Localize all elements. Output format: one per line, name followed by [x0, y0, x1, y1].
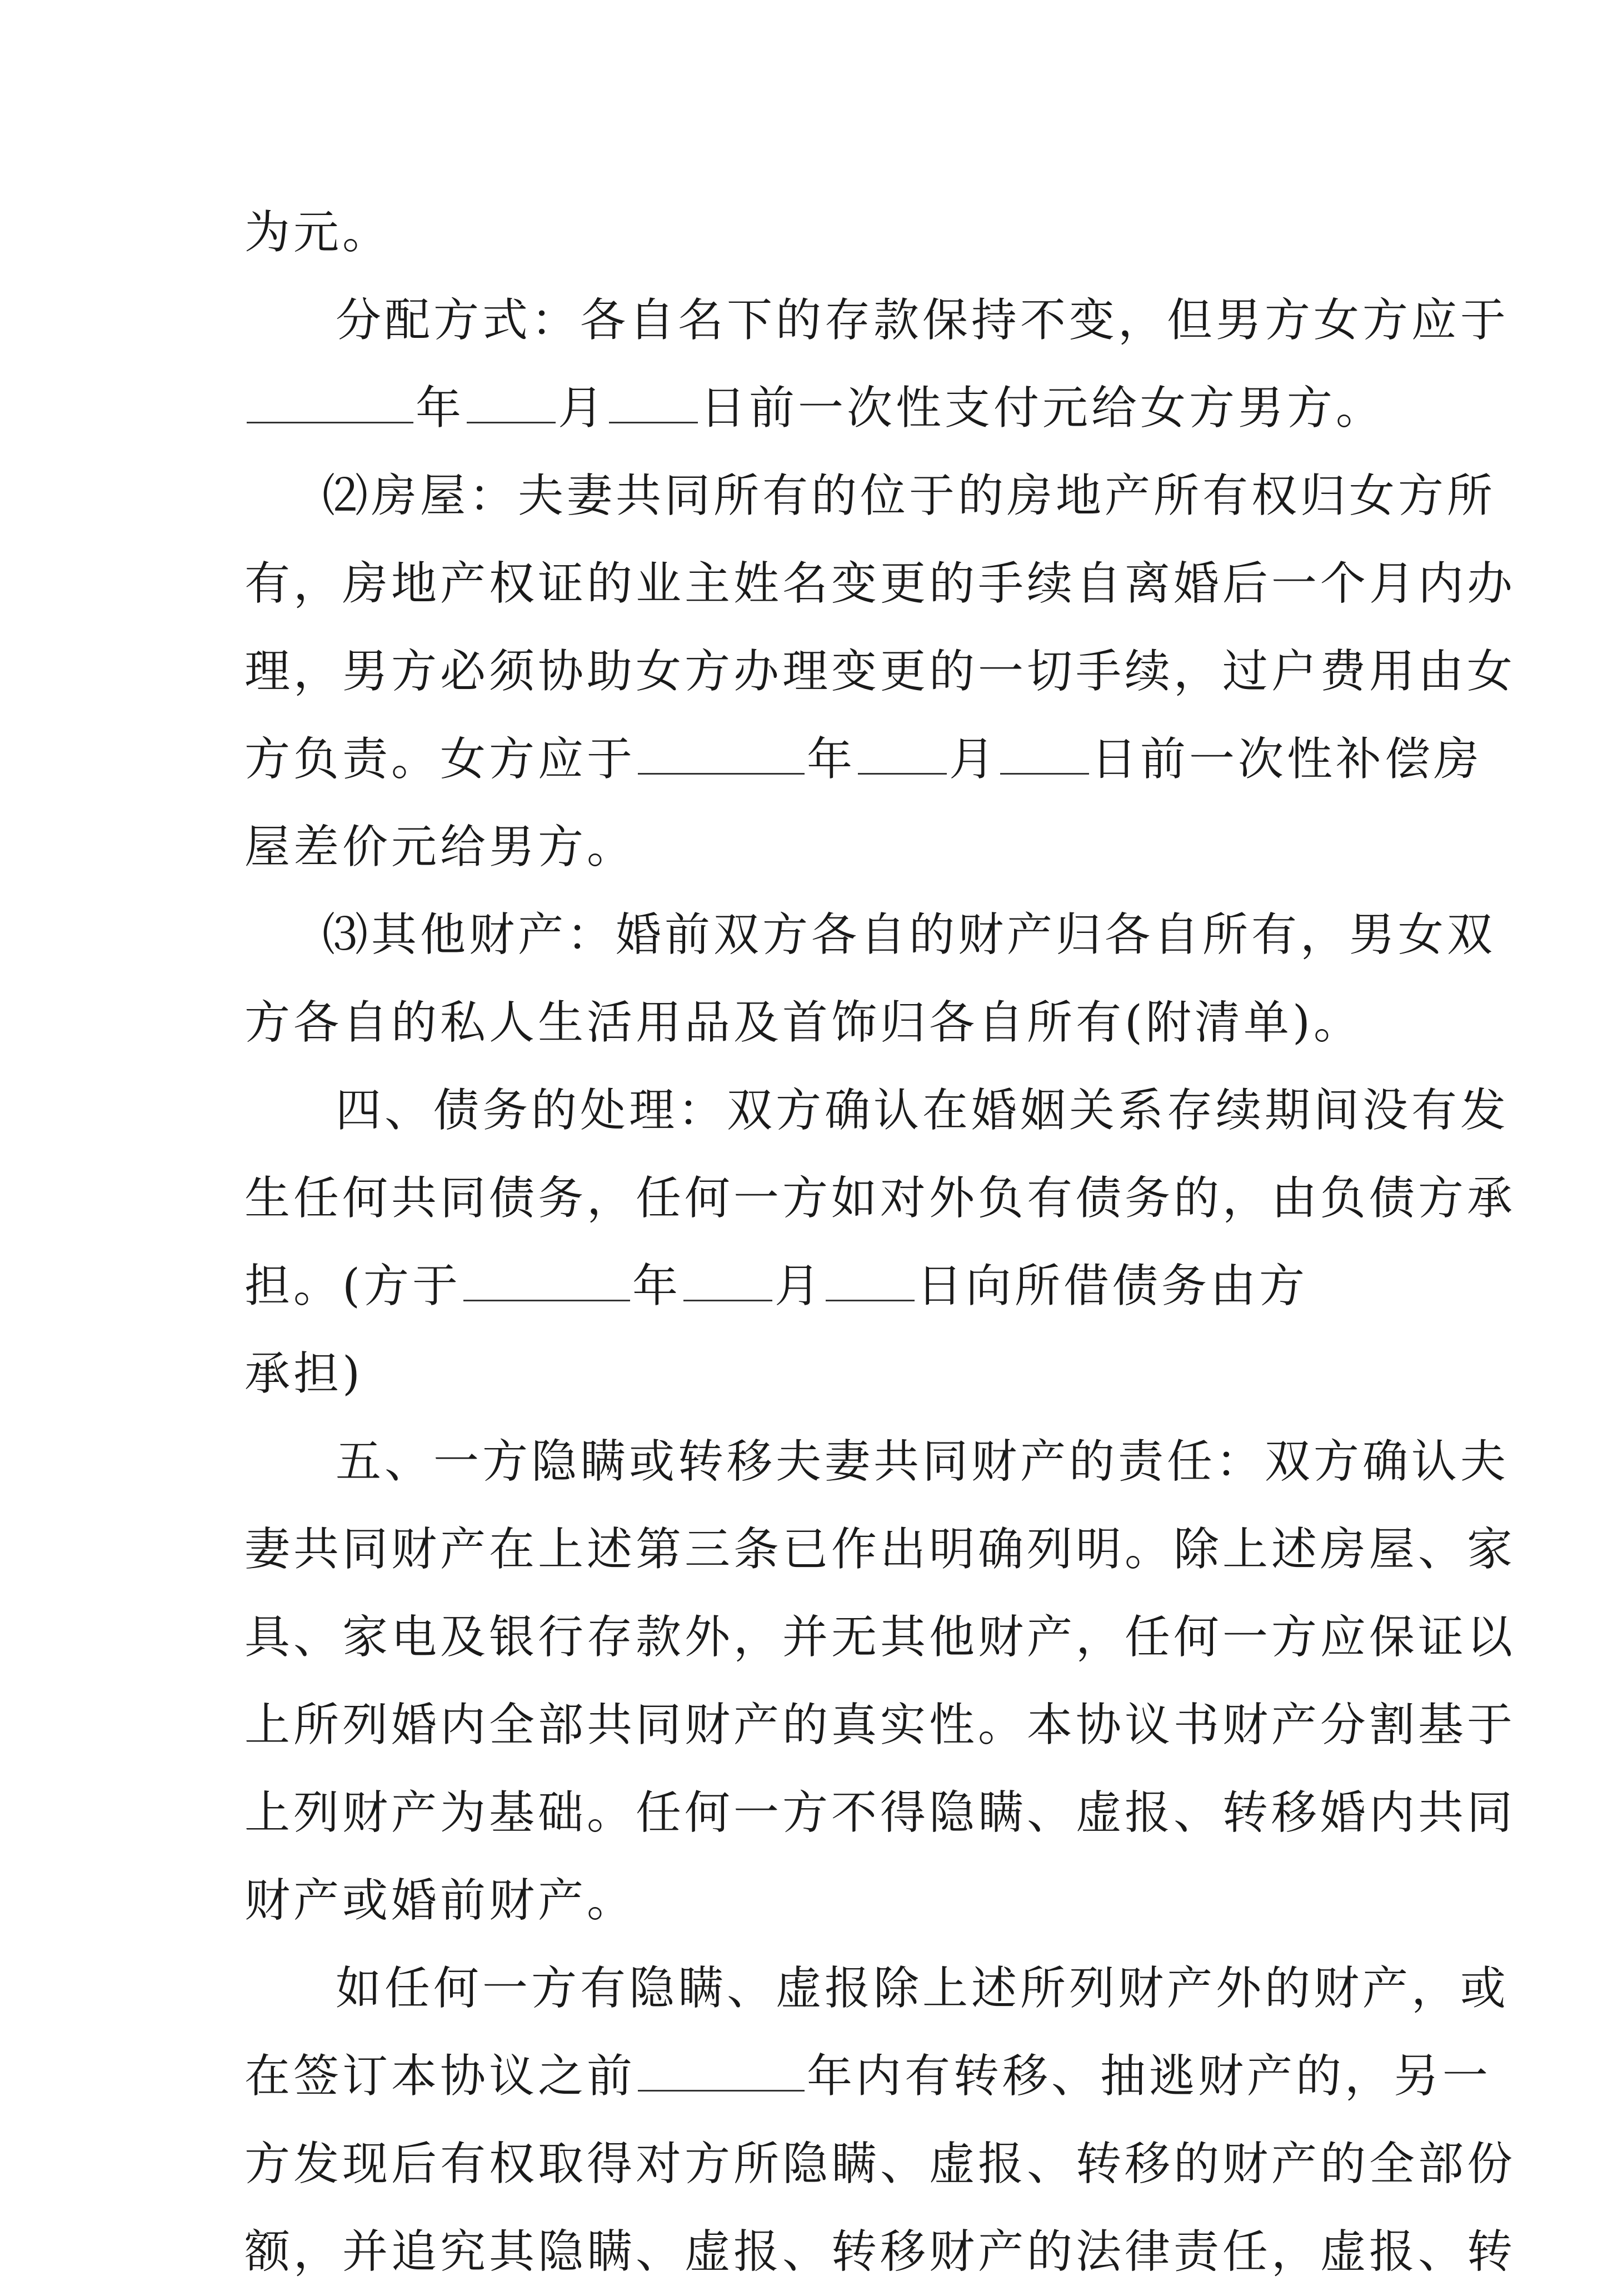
paragraph-start-line	[244, 277, 1510, 365]
year-label: 年	[632, 1260, 682, 1312]
text-line	[244, 2208, 1516, 2296]
text-line	[244, 1769, 1516, 1857]
line-text: 日向所借债务由方	[917, 1260, 1309, 1312]
paragraph-start-line	[244, 1945, 1510, 2033]
text-line	[244, 189, 1375, 277]
line-text: 年内有转移、抽逃财产的，另一	[807, 2050, 1492, 2103]
fill-in-blank[interactable]	[826, 1261, 915, 1301]
fill-in-blank[interactable]	[638, 734, 805, 775]
line-text: 承担)	[244, 1347, 363, 1400]
fill-in-blank[interactable]	[247, 383, 413, 423]
fill-in-blank[interactable]	[467, 383, 556, 423]
fill-in-blank[interactable]	[683, 1261, 772, 1301]
fill-in-blank[interactable]	[1000, 734, 1089, 775]
paragraph-start-line	[244, 1067, 1510, 1155]
paragraph-start-line	[244, 452, 1496, 540]
fill-in-blank[interactable]	[463, 1261, 630, 1301]
month-label: 月	[558, 382, 607, 435]
line-text: 方各自的私人生活用品及首饰归各自所有(附清单)。	[244, 996, 1362, 1049]
document-page	[244, 189, 1516, 2296]
text-line-with-blanks	[244, 1242, 1375, 1330]
text-line	[244, 2120, 1516, 2208]
text-line	[244, 979, 1375, 1067]
line-text: 上列财产为基础。任何一方不得隐瞒、虚报、转移婚内共同	[244, 1786, 1516, 1839]
line-text: 四、债务的处理：双方确认在婚姻关系存续期间没有发	[336, 1084, 1510, 1137]
year-label: 年	[416, 382, 465, 435]
line-text: 分配方式：各自名下的存款保持不变，但男方女方应于	[336, 294, 1510, 347]
line-text: ⑵房屋：夫妻共同所有的位于的房地产所有权归女方所	[322, 470, 1496, 522]
line-text: 额，并追究其隐瞒、虚报、转移财产的法律责任，虚报、转	[244, 2225, 1516, 2278]
line-text: 为元。	[244, 206, 392, 259]
line-text: 方负责。女方应于	[244, 733, 636, 786]
line-text: 妻共同财产在上述第三条已作出明确列明。除上述房屋、家	[244, 1523, 1516, 1576]
text-line	[244, 1155, 1516, 1242]
text-line-with-blanks	[244, 365, 1385, 452]
paragraph-start-line	[244, 1418, 1510, 1506]
text-line	[244, 1594, 1516, 1681]
line-text: 日前一次性补偿房	[1091, 733, 1483, 786]
line-text: 如任何一方有隐瞒、虚报除上述所列财产外的财产，或	[336, 1962, 1510, 2015]
text-line	[244, 1681, 1516, 1769]
line-text: 上所列婚内全部共同财产的真实性。本协议书财产分割基于	[244, 1699, 1516, 1751]
paragraph-start-line	[244, 891, 1496, 979]
line-text: 方发现后有权取得对方所隐瞒、虚报、转移的财产的全部份	[244, 2138, 1516, 2190]
line-text: 有，房地产权证的业主姓名变更的手续自离婚后一个月内办	[244, 557, 1516, 610]
year-label: 年	[807, 733, 856, 786]
line-text: 五、一方隐瞒或转移夫妻共同财产的责任：双方确认夫	[336, 1435, 1510, 1488]
month-label: 月	[949, 733, 998, 786]
text-line	[244, 1857, 1375, 1945]
line-text: 财产或婚前财产。	[244, 1874, 636, 1927]
line-text: 具、家电及银行存款外，并无其他财产，任何一方应保证以	[244, 1611, 1516, 1664]
line-text: 日前一次性支付元给女方男方。	[700, 382, 1385, 435]
text-line-with-blanks	[244, 716, 1483, 803]
text-line	[244, 803, 1375, 891]
fill-in-blank[interactable]	[638, 2051, 805, 2092]
text-line	[244, 628, 1516, 716]
text-line	[244, 540, 1516, 628]
line-text: 生任何共同债务，任何一方如对外负有债务的，由负债方承	[244, 1172, 1516, 1225]
line-text: 担。(方于	[244, 1260, 461, 1312]
line-text: ⑶其他财产：婚前双方各自的财产归各自所有，男女双	[322, 909, 1496, 961]
fill-in-blank[interactable]	[858, 734, 947, 775]
text-line-with-blanks	[244, 2033, 1492, 2120]
line-text: 在签订本协议之前	[244, 2050, 636, 2103]
text-line	[244, 1506, 1516, 1594]
text-line	[244, 1330, 1375, 1418]
fill-in-blank[interactable]	[609, 383, 698, 423]
line-text: 理，男方必须协助女方办理变更的一切手续，过户费用由女	[244, 645, 1516, 698]
line-text: 屋差价元给男方。	[244, 821, 636, 874]
month-label: 月	[775, 1260, 824, 1312]
